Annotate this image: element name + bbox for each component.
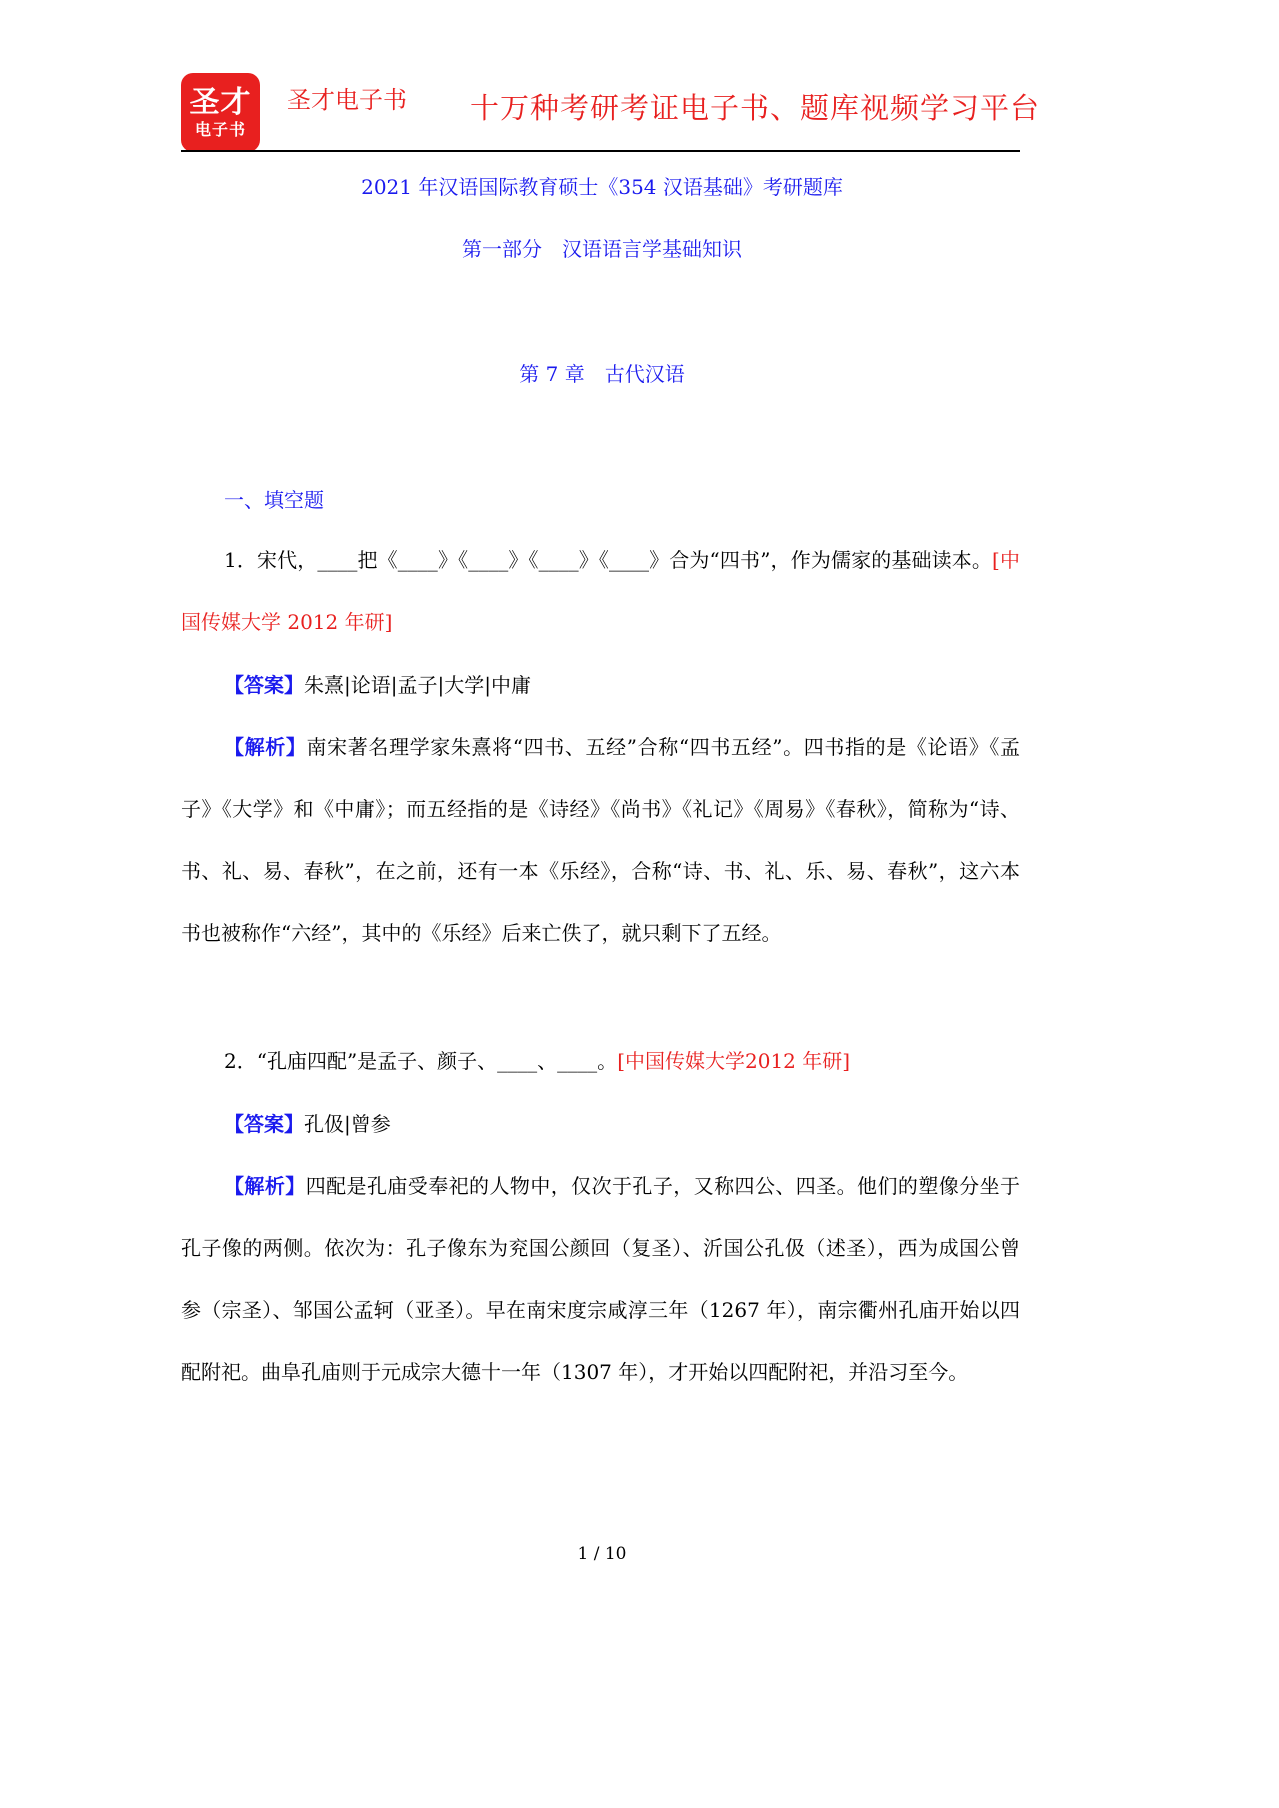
explanation-1 [181, 716, 1020, 964]
question-1-source: [中国传媒大学 2012 年研] [181, 548, 1020, 634]
answer-2 [181, 1093, 1020, 1155]
book-title: 2021 年汉语国际教育硕士《354 汉语基础》考研题库 [361, 175, 843, 199]
answer-1 [181, 654, 1020, 716]
question-2-source: [中国传媒大学2012 年研] [617, 1049, 851, 1073]
answer-1-tag: 【答案】 [224, 673, 304, 697]
question-2-text: 2．“孔庙四配”是孟子、颜子、____、____。 [224, 1049, 618, 1073]
logo-text-sub: 电子书 [194, 119, 246, 139]
explanation-1-tag: 【解析】 [224, 735, 307, 759]
brand-logo[interactable] [181, 73, 260, 152]
explanation-2 [181, 1155, 1020, 1403]
answer-1-text: 朱熹|论语|孟子|大学|中庸 [304, 673, 531, 697]
explanation-2-text: 四配是孔庙受奉祀的人物中，仅次于孔子，又称四公、四圣。他们的塑像分坐于孔子像的两侧。依次为：孔子像东为兖国公颜回（复圣）、沂国公孔伋（述圣），西为成国公曾参（宗圣）、邹国公孟轲（亚圣）。早在南宋度宗咸淳三年（1267 年），南宗衢州孔庙开始以四配附祀。曲阜孔庙则于元成宗大德十一年（1307 年），才开始以四配附祀，并沿习至今。 [181, 1174, 1021, 1384]
question-1-text: 1．宋代，____把《____》《____》《____》《____》合为“四书”，作为儒家的基础读本。 [224, 548, 993, 572]
header-divider [181, 150, 1020, 152]
logo-text-main: 圣才 [189, 84, 252, 120]
question-1 [181, 529, 1020, 653]
answer-2-text: 孔伋|曾参 [304, 1112, 391, 1136]
explanation-1-text: 南宋著名理学家朱熹将“四书、五经”合称“四书五经”。四书指的是《论语》《孟子》《大学》和《中庸》；而五经指的是《诗经》《尚书》《礼记》《周易》《春秋》，简称为“诗、书、礼、易、春秋”，在之前，还有一本《乐经》，合称“诗、书、礼、乐、易、春秋”，这六本书也被称作“六经”，其中的《乐经》后来亡佚了，就只剩下了五经。 [181, 735, 1020, 945]
part-title: 第一部分 汉语语言学基础知识 [462, 237, 742, 261]
brand-name: 圣才电子书 [287, 86, 407, 114]
header-slogan: 十万种考研考证电子书、题库视频学习平台 [470, 91, 1041, 125]
page-number: 1 / 10 [577, 1544, 627, 1564]
section-heading: 一、填空题 [224, 488, 324, 512]
explanation-2-tag: 【解析】 [224, 1174, 306, 1198]
chapter-title: 第 7 章 古代汉语 [519, 362, 685, 386]
question-2 [181, 1030, 1020, 1092]
answer-2-tag: 【答案】 [224, 1112, 304, 1136]
